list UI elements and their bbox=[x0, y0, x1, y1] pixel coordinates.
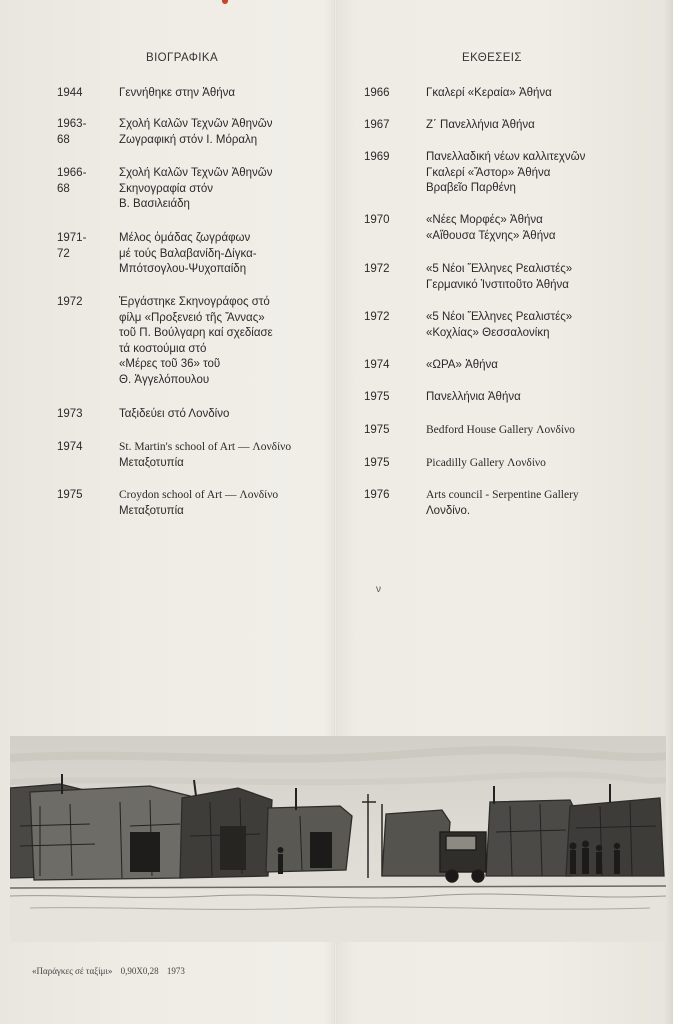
exhibition-line: Βραβεῖο Παρθένη bbox=[426, 182, 516, 194]
exhibition-line: Πανελλαδική νέων καλλιτεχνῶν bbox=[426, 151, 586, 163]
shacks-illustration bbox=[10, 736, 666, 942]
bio-line: μέ τούς Βαλαβανίδη-Δίγκα- bbox=[119, 247, 257, 260]
bio-line: τοῦ Π. Βούλγαρη καί σχεδίασε bbox=[119, 327, 273, 339]
bio-line: «Μέρες τοῦ 36» τοῦ bbox=[119, 358, 221, 370]
bio-line: Μέλος ὁμάδας ζωγράφων bbox=[119, 232, 251, 244]
bio-year: 1974 bbox=[57, 441, 83, 453]
exhibitions-title: ΕΚΘΕΣΕΙΣ bbox=[462, 52, 522, 64]
caption-title: «Παράγκες σέ ταξίμι» bbox=[32, 966, 113, 976]
exhibition-line: «5 Νέοι Ἕλληνες Ρεαλιστές» bbox=[426, 263, 573, 275]
exhibition-line: Γκαλερί «Ἄστορ» Ἀθήνα bbox=[426, 166, 551, 179]
exhibition-year: 1967 bbox=[364, 119, 390, 131]
bio-line: Μπότσογλου-Ψυχοπαίδη bbox=[119, 263, 247, 275]
caption-dimensions: 0,90Χ0,28 bbox=[120, 966, 159, 976]
exhibition-line: «Κοχλίας» Θεσσαλονίκη bbox=[426, 326, 550, 339]
exhibition-line: Arts council - Serpentine Gallery bbox=[426, 489, 579, 501]
bio-line: Ἐργάστηκε Σκηνογράφος στό bbox=[119, 296, 270, 308]
exhibition-line: Picadilly Gallery Λονδίνο bbox=[426, 457, 546, 469]
exhibition-year: 1975 bbox=[364, 457, 390, 469]
bio-year: 1973 bbox=[57, 408, 83, 420]
illustration-drawing bbox=[10, 736, 666, 942]
exhibition-line: Γερμανικό Ἰνστιτοῦτο Ἀθήνα bbox=[426, 278, 569, 291]
bio-line: Σκηνογραφία στόν bbox=[119, 182, 213, 195]
caption-year: 1973 bbox=[166, 966, 185, 976]
exhibition-year: 1970 bbox=[364, 214, 390, 226]
exhibition-year: 1974 bbox=[364, 359, 390, 371]
bio-line: φίλμ «Προξενειό τῆς Ἄννας» bbox=[119, 311, 265, 324]
bio-year: 1966-68 bbox=[57, 167, 87, 195]
exhibition-line: «5 Νέοι Ἕλληνες Ρεαλιστές» bbox=[426, 311, 573, 323]
bio-line: Σχολή Καλῶν Τεχνῶν Ἀθηνῶν bbox=[119, 167, 273, 179]
exhibition-line: Ζ΄ Πανελλήνια Ἀθήνα bbox=[426, 119, 535, 131]
illustration-caption bbox=[32, 966, 185, 976]
exhibition-year: 1972 bbox=[364, 311, 390, 323]
bio-line: τά κοστούμια στό bbox=[119, 342, 207, 355]
bio-line: Β. Βασιλειάδη bbox=[119, 198, 190, 210]
exhibition-line: Λονδίνο. bbox=[426, 504, 471, 517]
bio-year: 1972 bbox=[57, 296, 83, 308]
bio-year: 1944 bbox=[57, 87, 83, 99]
exhibition-line: «Αἴθουσα Τέχνης» Ἀθήνα bbox=[426, 229, 556, 242]
exhibition-year: 1975 bbox=[364, 424, 390, 436]
exhibition-line: Πανελλήνια Ἀθήνα bbox=[426, 391, 521, 403]
bio-year: 1963-68 bbox=[57, 118, 87, 146]
bio-line: Ταξιδεύει στό Λονδίνο bbox=[119, 408, 230, 420]
bio-line: Croydon school of Art — Λονδίνο bbox=[119, 489, 279, 501]
biography-title: ΒΙΟΓΡΑΦΙΚΑ bbox=[146, 52, 219, 64]
bio-line: Θ. Ἀγγελόπουλου bbox=[119, 373, 210, 386]
exhibition-line: «Νέες Μορφές» Ἀθήνα bbox=[426, 214, 543, 226]
exhibition-year: 1969 bbox=[364, 151, 390, 163]
bio-year: 1975 bbox=[57, 489, 83, 501]
bio-year: 1971-72 bbox=[57, 232, 87, 260]
bio-line: Ζωγραφική στόν Ι. Μόραλη bbox=[119, 133, 258, 146]
exhibition-line: «ΩΡΑ» Ἀθήνα bbox=[426, 359, 498, 371]
small-mark-glyph: ν bbox=[376, 584, 381, 595]
exhibition-line: Γκαλερί «Κεραία» Ἀθήνα bbox=[426, 87, 552, 99]
bio-line: St. Martin's school of Art — Λονδίνο bbox=[119, 441, 292, 453]
bio-line: Σχολή Καλῶν Τεχνῶν Ἀθηνῶν bbox=[119, 118, 273, 130]
bio-line: Μεταξοτυπία bbox=[119, 504, 184, 517]
bio-line: Γεννήθηκε στην Ἀθήνα bbox=[119, 87, 236, 99]
exhibition-year: 1975 bbox=[364, 391, 390, 403]
exhibition-year: 1966 bbox=[364, 87, 390, 99]
exhibition-year: 1972 bbox=[364, 263, 390, 275]
exhibition-year: 1976 bbox=[364, 489, 390, 501]
bio-line: Μεταξοτυπία bbox=[119, 456, 184, 469]
exhibition-line: Bedford House Gallery Λονδίνο bbox=[426, 424, 575, 436]
